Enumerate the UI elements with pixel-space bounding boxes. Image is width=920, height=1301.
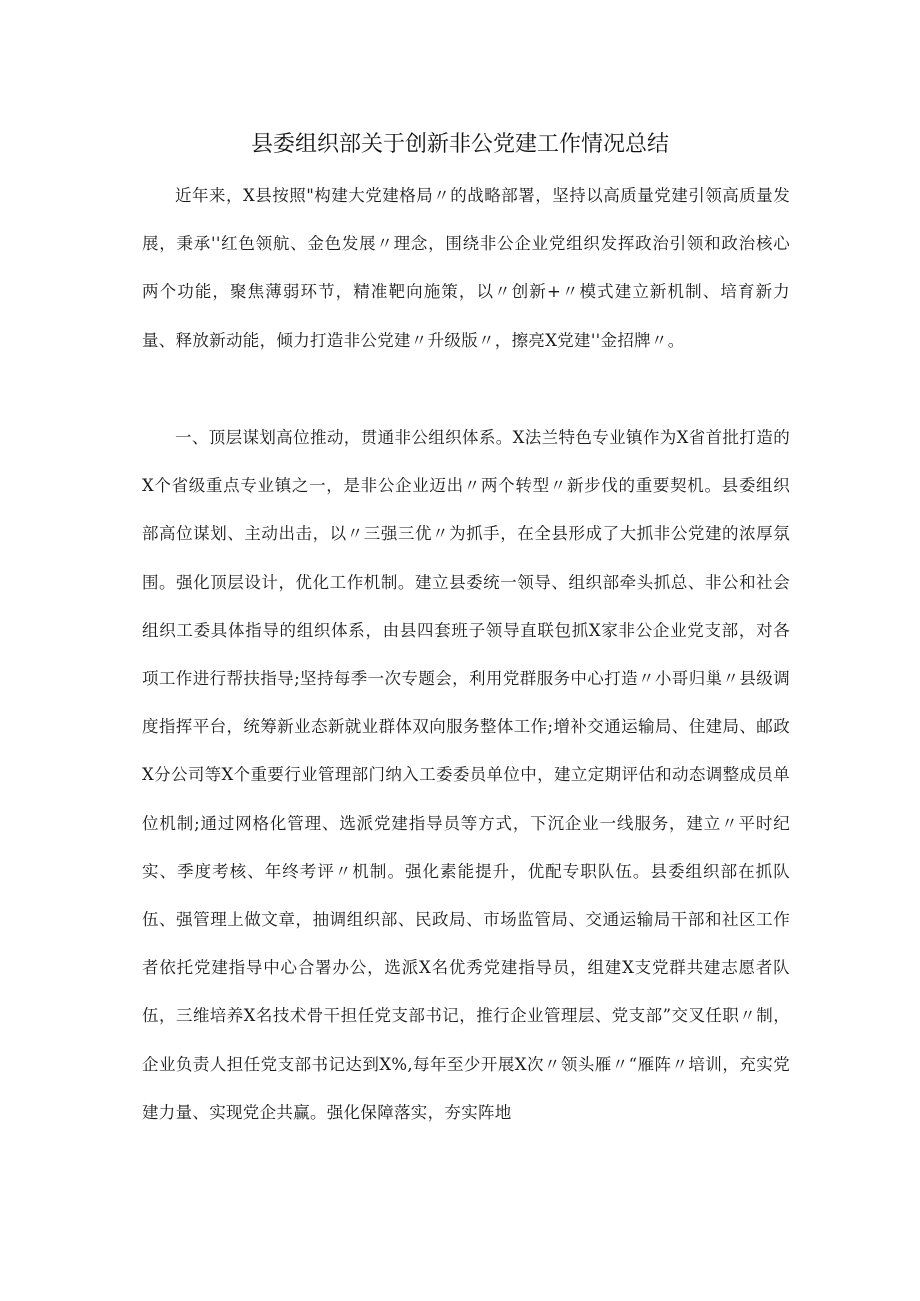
paragraph-section-one: 一、顶层谋划高位推动，贯通非公组织体系。X法兰特色专业镇作为X省首批打造的X个省级重点专业镇之一，是非公企业迈出〃两个转型〃新步伐的重要契机。县委组织部高位谋划、主动出击，以〃三强三优〃为抓手，在全县形成了大抓非公党建的浓厚氛围。强化顶层设计，优化工作机制。建立县委统一领导、组织部牵头抓总、非公和社会组织工委具体指导的组织体系，由县四套班子领导直联包抓X家非公企业党支部，对各项工作进行帮扶指导;坚持每季一次专题会，利用党群服务中心打造〃小哥归巢〃县级调度指挥平台，统筹新业态新就业群体双向服务整体工作;增补交通运输局、住建局、邮政X分公司等X个重要行业管理部门纳入工委委员单位中，建立定期评估和动态调整成员单位机制;通过网格化管理、选派党建指导员等方式，下沉企业一线服务，建立〃平时纪实、季度考核、年终考评〃机制。强化素能提升，优配专职队伍。县委组织部在抓队伍、强管理上做文章，抽调组织部、民政局、市场监管局、交通运输局干部和社区工作者依托党建指导中心合署办公，选派X名优秀党建指导员，组建X支党群共建志愿者队伍，三维培养X名技术骨干担任党支部书记，推行企业管理层、党支部”交叉任职〃制，企业负责人担任党支部书记达到X%,每年至少开展X次〃领头雁〃“雁阵〃培训，充实党建力量、实现党企共赢。强化保障落实，夯实阵地 bbox=[142, 428, 790, 1122]
document-title: 县委组织部关于创新非公党建工作情况总结 bbox=[250, 132, 669, 157]
paragraph-intro: 近年来，X县按照"构建大党建格局〃的战略部署，坚持以高质量党建引领高质量发展，秉承''红色领航、金色发展〃理念，围绕非公企业党组织发挥政治引领和政治核心两个功能，聚焦薄弱环节，精准靶向施策，以〃创新+〃模式建立新机制、培育新力量、释放新动能，倾力打造非公党建〃升级版〃，擦亮X党建''金招牌〃。 bbox=[142, 186, 790, 350]
